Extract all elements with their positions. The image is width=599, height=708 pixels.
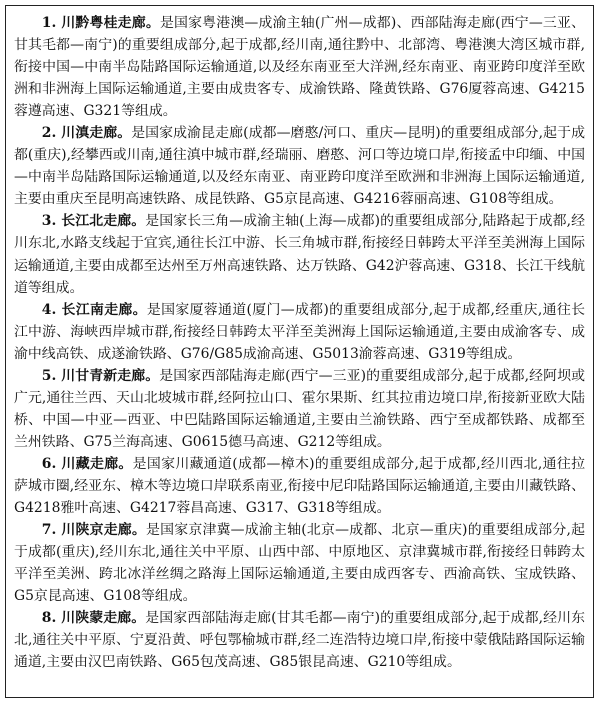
corridor-title: 长江南走廊。	[61, 301, 147, 318]
corridor-heading	[42, 125, 131, 141]
corridor-description: 是国家西部陆海走廊(甘其毛都—南宁)的重要组成部分,起于成都,经川东北,通往关中平原、宁夏沿黄、呼包鄂榆城市群,经二连浩特边境口岸,衔接中蒙俄陆路国际运输通道,主要由汉巴南铁路、G65包茂高速、G85银昆高速、G210等组成。	[14, 610, 585, 671]
corridor-heading	[42, 302, 147, 318]
corridor-description: 是国家成渝昆走廊(成都—磨憨/河口、重庆—昆明)的重要组成部分,起于成都(重庆),经攀西或川南,通往滇中城市群,经瑞丽、磨憨、河口等边境口岸,衔接孟中印缅、中国—中南半岛陆路国际运输通道,以及经东南亚、南亚跨印度洋至欧洲和非洲海上国际运输通道,主要由重庆至昆明高速铁路、成昆铁路、G5京昆高速、G4216蓉丽高速、G108等组成。	[14, 125, 585, 208]
corridor-title: 川陕京走廊。	[61, 522, 147, 539]
item-number: 7.	[41, 522, 57, 539]
item-number: 8.	[41, 610, 57, 627]
corridor-heading	[42, 368, 159, 384]
corridor-item-4	[14, 299, 585, 365]
corridor-description: 是国家川藏通道(成都—樟木)的重要组成部分,起于成都,经川西北,通往拉萨城市圈,经亚东、樟木等边境口岸联系南亚,衔接中尼印陆路国际运输通道,主要由川藏铁路、G4218雅叶高速、G4217蓉昌高速、G317、G318等组成。	[14, 455, 585, 517]
corridor-heading	[42, 456, 133, 472]
corridor-item-8	[14, 607, 585, 673]
corridor-description: 是国家京津冀—成渝主轴(北京—成都、北京—重庆)的重要组成部分,起于成都(重庆),经川东北,通往关中平原、山西中部、中原地区、京津冀城市群,衔接经日韩跨太平洋至美洲、跨北冰洋丝绸之路海上国际运输通道,主要由成西客专、西渝高铁、宝成铁路、G5京昆高速、G108等组成。	[14, 522, 585, 605]
corridor-title: 川陕蒙走廊。	[61, 610, 146, 627]
item-number: 1.	[41, 15, 57, 31]
corridor-title: 川黔粤桂走廊。	[61, 15, 160, 31]
item-number: 3.	[41, 213, 57, 230]
item-number: 5.	[41, 367, 57, 384]
corridor-description: 是国家厦蓉通道(厦门—成都)的重要组成部分,起于成都,经重庆,通往长江中游、海峡西岸城市群,衔接经日韩跨太平洋至美洲海上国际运输通道,主要由成渝客专、成渝中线高铁、成遂渝铁路、G76/G85成渝高速、G5013渝蓉高速、G319等组成。	[14, 301, 585, 362]
corridor-item-7	[14, 519, 585, 607]
corridor-title: 长江北走廊。	[61, 213, 146, 230]
corridor-item-3	[14, 210, 585, 298]
item-number: 4.	[41, 301, 57, 318]
corridor-description: 是国家长三角—成渝主轴(上海—成都)的重要组成部分,陆路起于成都,经川东北,水路支线起于宜宾,通往长江中游、长三角城市群,衔接经日韩跨太平洋至美洲海上国际运输通道,主要由成都至达州至万州高速铁路、达万铁路、G42沪蓉高速、G318、长江干线航道等组成。	[14, 213, 585, 296]
corridor-description: 是国家粤港澳—成渝主轴(广州—成都)、西部陆海走廊(西宁—三亚、甘其毛都—南宁)的重要组成部分,起于成都,经川南,通往黔中、北部湾、粤港澳大湾区城市群,衔接中国—中南半岛陆路国际运输通道,以及经东南亚至大洋洲,经东南亚、南亚跨印度洋至欧洲和非洲海上国际运输通道,主要由成贵客专、成渝铁路、隆黄铁路、G76厦蓉高速、G4215蓉遵高速、G321等组成。	[14, 15, 585, 120]
corridor-item-1	[14, 12, 585, 122]
corridor-title: 川藏走廊。	[61, 455, 133, 472]
corridor-item-5	[14, 365, 585, 453]
corridor-item-6	[14, 453, 585, 519]
corridor-heading	[42, 15, 160, 31]
item-number: 6.	[41, 455, 57, 472]
corridor-heading	[42, 610, 145, 626]
item-number: 2.	[41, 125, 57, 142]
document-page	[5, 5, 594, 698]
corridor-title: 川滇走廊。	[61, 125, 132, 142]
corridor-title: 川甘青新走廊。	[61, 367, 160, 384]
corridor-heading	[42, 213, 145, 229]
corridor-item-2	[14, 122, 585, 210]
corridor-description: 是国家西部陆海走廊(西宁—三亚)的重要组成部分,起于成都,经阿坝或广元,通往兰西、天山北坡城市群,经阿拉山口、霍尔果斯、红其拉甫边境口岸,衔接新亚欧大陆桥、中国—中亚—西亚、中巴陆路国际运输通道,主要由兰渝铁路、西宁至成都铁路、成都至兰州铁路、G75兰海高速、G0615德马高速、G212等组成。	[14, 367, 585, 450]
corridor-heading	[42, 522, 146, 538]
